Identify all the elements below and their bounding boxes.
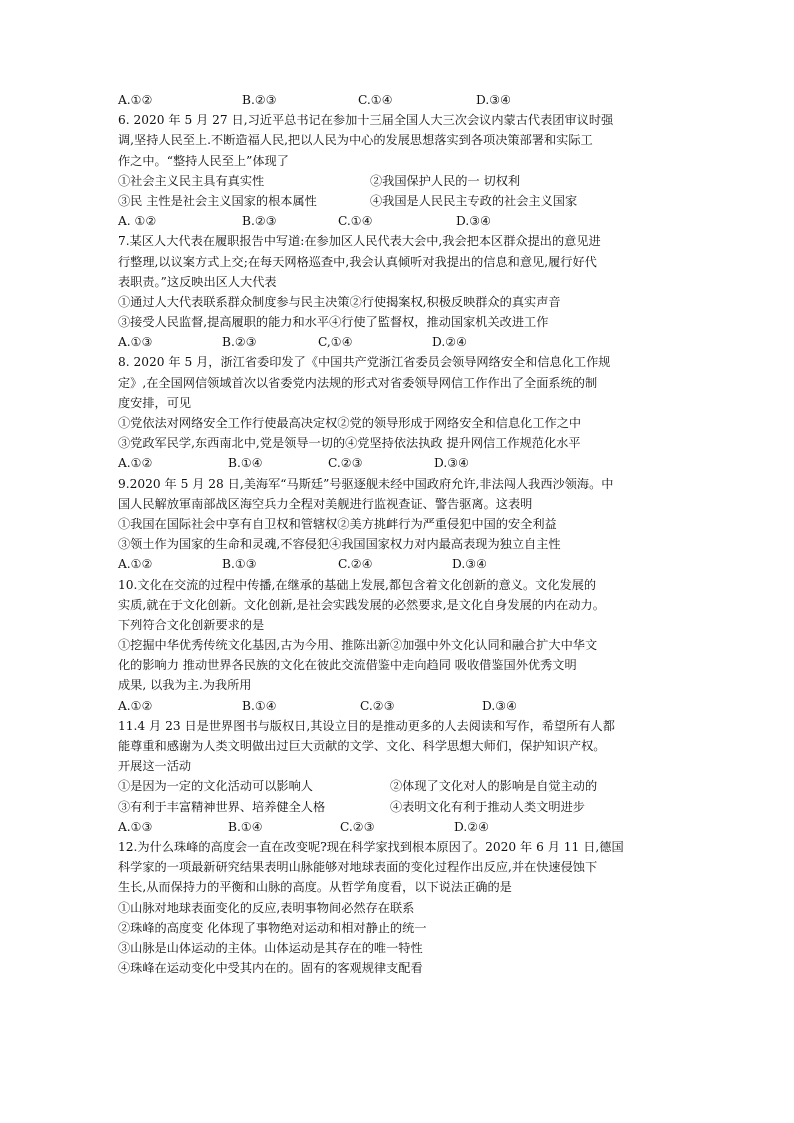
q7-stem-line: 表职责。”这反映出区人大代表 bbox=[118, 274, 277, 289]
q8-option-b: B.①④ bbox=[228, 456, 263, 471]
q7-options bbox=[118, 332, 678, 352]
q7-stem-line: 7.某区人大代表在履职报告中写道:在参加区人民代表大会中,我会把本区群众提出的意见进 bbox=[118, 234, 601, 249]
question-8 bbox=[118, 352, 678, 473]
q8-options bbox=[118, 453, 678, 473]
q12-item-3: ③山脉是山体运动的主体。山体运动是其存在的唯一特性 bbox=[118, 940, 423, 955]
q10-option-a: A.①② bbox=[118, 698, 153, 713]
q8-item-2: ②党的领导形成于网络安全和信息化工作之中 bbox=[337, 416, 582, 430]
q7-items-row bbox=[118, 292, 678, 312]
q10-option-b: B.①④ bbox=[242, 698, 277, 713]
q7-option-c: C,①④ bbox=[318, 335, 353, 350]
q7-item-4: ④行使了監督权，推动国家机关改进工作 bbox=[329, 315, 549, 330]
q9-items-row bbox=[118, 534, 678, 554]
q7-item-2: ②行使揭案权,积极反映群众的真实声音 bbox=[349, 294, 561, 309]
q7-option-a: A.①③ bbox=[118, 335, 153, 350]
q5-option-d: D.③④ bbox=[476, 93, 512, 107]
q6-option-d: D.③④ bbox=[456, 214, 492, 229]
q9-option-d: D.③④ bbox=[452, 557, 488, 572]
q5-option-b: B.②③ bbox=[242, 93, 277, 107]
q9-item-4: ④我国国家权力对内最高表现为独立自主性 bbox=[329, 537, 561, 552]
q8-option-a: A.①② bbox=[118, 456, 153, 471]
q7-item-3: ③接受人民监督,提高履职的能力和水平 bbox=[118, 315, 330, 330]
q12-stem-line: 科学家的一项最新研究结果表明山脉能够对地球表面的变化过程作出反应,并在快速侵蚀下 bbox=[118, 860, 598, 875]
q8-option-c: C.②③ bbox=[328, 456, 363, 471]
question-9 bbox=[118, 474, 678, 575]
q8-items-row bbox=[118, 413, 678, 433]
q11-option-c: C.②③ bbox=[340, 819, 375, 834]
q7-stem-line: 行整理,以议案方式上交;在每天网格巡查中,我会认真倾听对我提出的信息和意见,履行好代 bbox=[118, 254, 597, 269]
q10-items-line: ①挖掘中华优秀传统文化基因,古为今用、推陈出新②加强中外文化认同和融合扩大中华文 bbox=[118, 638, 598, 653]
question-11 bbox=[118, 716, 678, 837]
q11-item-4: ④表明文化有利于推动人类文明进步 bbox=[390, 799, 585, 814]
q5-option-a: A.①② bbox=[118, 93, 153, 107]
question-6 bbox=[118, 110, 678, 231]
q8-option-d: D.③④ bbox=[434, 456, 470, 471]
q8-item-4: ④党坚持依法执政 提升网信工作规范化水平 bbox=[345, 436, 581, 451]
q6-items-row bbox=[118, 191, 678, 211]
q11-stem-line: 能尊重和感谢为人类文明做出过巨大贡献的文学、文化、科学思想大师们，保护知识产权。 bbox=[118, 739, 606, 753]
q9-options bbox=[118, 554, 678, 574]
q8-stem-line: 定》,在全国网信领域首次以省委党内法规的形式对省委领导网信工作作出了全面系统的制 bbox=[118, 375, 598, 390]
q10-options bbox=[118, 696, 678, 716]
q11-items-row bbox=[118, 776, 678, 796]
q10-option-c: C.②③ bbox=[360, 698, 395, 713]
q6-item-4: ④我国是人民民主专政的社会主义国家 bbox=[370, 193, 578, 208]
q11-item-2: ②体现了文化对人的影响是自觉主动的 bbox=[390, 779, 598, 794]
q6-items-row bbox=[118, 171, 678, 191]
q10-stem-line: 10.文化在交流的过程中传播,在继承的基础上发展,都包含着文化创新的意义。文化发展的 bbox=[118, 577, 597, 592]
q12-item-2: ②珠峰的高度变 化体现了事物绝对运动和相对静止的统一 bbox=[118, 920, 427, 935]
q6-item-3: ③民 主性是社会主义国家的根本属性 bbox=[118, 193, 317, 208]
q9-item-2: ②美方挑衅行为严重侵犯中国的安全利益 bbox=[337, 516, 557, 531]
q11-items-row bbox=[118, 797, 678, 817]
q8-item-1: ①党依法对网络安全工作行使最高决定权 bbox=[118, 416, 338, 430]
q9-item-1: ①我国在国际社会中享有自卫权和管辖权 bbox=[118, 516, 338, 531]
question-7 bbox=[118, 231, 678, 352]
q6-stem-line: 调,坚持人民至上.不断造福人民,把以人民为中心的发展思想落实到各项决策部署和实际工 bbox=[118, 133, 593, 148]
q6-item-2: ②我国保护人民的一 切权利 bbox=[370, 173, 521, 188]
q12-stem-line: 12.为什么珠峰的高度会一直在改变呢?现在科学家找到根本原因了。2020 年 6 月 11 日,德国 bbox=[118, 839, 624, 854]
question-10 bbox=[118, 575, 678, 716]
q6-stem-line: 6. 2020 年 5 月 27 日,习近平总书记在参加十三届全国人大三次会议内蒙古代表团审议时强 bbox=[118, 113, 614, 128]
q7-item-1: ①通过人大代表联系群众制度参与民主决策 bbox=[118, 294, 350, 309]
q7-option-b: B.②③ bbox=[222, 335, 257, 350]
q11-option-d: D.②④ bbox=[454, 819, 490, 834]
q9-stem-line: 国人民解放軍南部战区海空兵力全程对美舰进行监视查证、警告驱离。这表明 bbox=[118, 496, 533, 511]
q10-items-line: 化的影响力 推动世界各民族的文化在彼此交流借鉴中走向趋同 吸收借鉴国外优秀文明 bbox=[118, 658, 577, 673]
q8-item-3: ③党政军民学,东西南北中,党是领导一切的 bbox=[118, 436, 346, 451]
q12-stem-line: 生长,从而保持力的平衡和山脉的高度。从哲学角度看，以下说法正确的是 bbox=[118, 880, 512, 895]
q5-options bbox=[118, 90, 678, 110]
q10-stem-line: 实质,就在于文化创新。文化创新,是社会实践发展的必然要求,是文化自身发展的内在动力。 bbox=[118, 597, 605, 612]
q11-stem-line: 11.4 月 23 日是世界图书与版权日,其设立目的是推动更多的人去阅读和写作，希望所有人都 bbox=[118, 718, 615, 733]
q10-items-line: 成果, 以我为主.为我所用 bbox=[118, 678, 252, 693]
q11-option-b: B.①④ bbox=[228, 819, 263, 834]
q8-stem-line: 度安排，可见 bbox=[118, 395, 192, 410]
q11-stem-line: 开展这一活动 bbox=[118, 759, 192, 774]
q7-option-d: D.②④ bbox=[432, 335, 468, 350]
q9-option-a: A.①② bbox=[118, 557, 153, 572]
q9-item-3: ③领土作为国家的生命和灵魂,不容侵犯 bbox=[118, 537, 330, 552]
q8-stem-line: 8. 2020 年 5 月，浙江省委印发了《中国共产党浙江省委员会领导网络安全和信息化工作规 bbox=[118, 355, 611, 370]
q11-option-a: A.①③ bbox=[118, 819, 153, 834]
exam-page bbox=[118, 90, 678, 978]
question-12 bbox=[118, 837, 678, 978]
q12-item-4: ④珠峰在运动变化中受其内在的。固有的客观规律支配看 bbox=[118, 961, 423, 976]
q7-items-row bbox=[118, 312, 678, 332]
q9-option-c: C.②④ bbox=[338, 557, 373, 572]
q11-item-1: ①是因为一定的文化活动可以影响人 bbox=[118, 779, 313, 794]
q6-option-b: B.②③ bbox=[242, 214, 277, 229]
q9-stem-line: 9.2020 年 5 月 28 日,美海军“马斯廷”号驱逐舰未经中国政府允许,非法闯人我西沙领海。中 bbox=[118, 476, 614, 491]
q12-item-1: ①山脉对地球表面变化的反应,表明事物间必然存在联系 bbox=[118, 900, 415, 915]
q10-option-d: D.③④ bbox=[482, 698, 518, 713]
q6-option-a: A. ①② bbox=[118, 214, 157, 229]
q6-stem-line: 作之中。“整持人民至上”体现了 bbox=[118, 153, 289, 168]
q6-option-c: C.①④ bbox=[338, 214, 373, 229]
q9-items-row bbox=[118, 514, 678, 534]
q11-item-3: ③有利于丰富精神世界、培养健全人格 bbox=[118, 799, 326, 814]
q11-options bbox=[118, 817, 678, 837]
q6-item-1: ①社会主义民主具有真实性 bbox=[118, 173, 265, 188]
q10-stem-line: 下列符合文化创新要求的是 bbox=[118, 617, 265, 632]
q6-options bbox=[118, 211, 678, 231]
q8-items-row bbox=[118, 433, 678, 453]
q5-option-c: C.①④ bbox=[358, 93, 393, 107]
q9-option-b: B.①③ bbox=[222, 557, 257, 572]
